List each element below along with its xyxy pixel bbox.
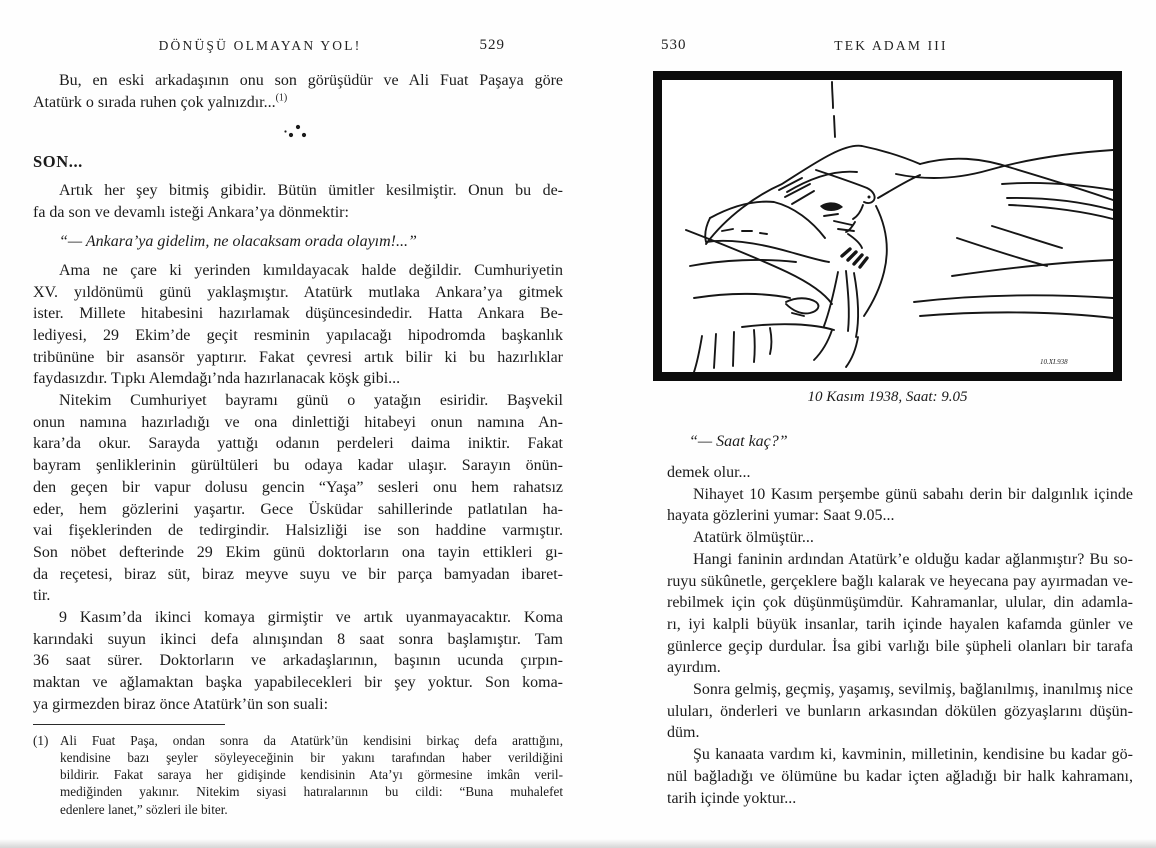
paragraph: Hangi faninin ardından Atatürk’e olduğu kadar ağlanmıştır? Bu so- ruyu sükûnetle, gerçeklere bağlı kalarak ve heyecana pay ayırmadan ve- rebilmek için çok düşünmüşümdür. Kahramanlar, ulular, din adamla- rı, iyi kalpli büyük insanlar, tarih içinde hayalen kafamda günler ve günlerce geçip durdular. İsa gibi varlığı bile şüpheli olanları bir tarafa ayırdım. bbox=[667, 550, 1133, 677]
paragraph: Nitekim Cumhuriyet bayramı günü o yatağın esiridir. Başvekil onun namına hazırladığı ve ona dinlettiği hitabeyi onun namına An- kara’da okur. Sarayda yattığı odanın perdeleri daima iniktir. Fakat bayram şenliklerinin gürültüleri bu odaya kadar ulaşır. Sarayın önün- den geçen bir vapur dolusu gencin “Yaşa” sesleri onu hem rahatsız eder, hem gözlerini yaşartır. Gece Üsküdar sahillerinde patlatılan ha- vai fişeklerinden de tedirgindir. Halsizliği ise son haddine varmıştır. Son nöbet defterinde 29 Ekim günü doktorların ona tayin ettikleri gı- da reçetesi, biraz süt, biraz meyve suyu ve bir parça bamyadan ibaret- tir. bbox=[33, 392, 563, 605]
footnote-marker: (1) bbox=[33, 732, 49, 748]
deathbed-illustration bbox=[653, 71, 1122, 406]
illustration-caption: 10 Kasım 1938, Saat: 9.05 bbox=[807, 389, 968, 405]
left-body bbox=[33, 70, 563, 818]
illustration-frame bbox=[653, 71, 1122, 381]
page-number: 530 bbox=[661, 37, 687, 53]
running-title: DÖNÜŞÜ OLMAYAN YOL! bbox=[158, 38, 362, 53]
right-page bbox=[578, 0, 1156, 848]
artist-signature: 10.XI.938 bbox=[1040, 358, 1068, 366]
quote-line: “— Ankara’ya gidelim, ne olacaksam orada olayım!...” bbox=[59, 232, 417, 250]
paragraph: Sonra gelmiş, geçmiş, yaşamış, sevilmiş, bağlanılmış, inanılmış nice uluları, önderleri ve bunların arkasından dökülen gözyaşlarını düşün- düm. bbox=[667, 681, 1133, 742]
asterism-ornament bbox=[283, 123, 313, 139]
paragraph: Atatürk ölmüştür... bbox=[693, 529, 814, 547]
paragraph: Ama ne çare ki yerinden kımıldayacak halde değildir. Cumhuriyetin XV. yıldönümü günü yaklaşmıştır. Atatürk mutlaka Ankara’ya gitmek ister. Millete hitabesini hazırlamak düşüncesindedir. Hatta Ankara Be- lediyesi, 29 Ekim’de geçit resminin yapılacağı hipodromda başkanlık tribününe bir asansör yaptırır. Fakat çevresi artık bilir ki bu hazırlıklar faydasızdır. Tıpkı Alemdağı’nda hazırlanacak köşk gibi... bbox=[33, 261, 563, 388]
right-running-head bbox=[661, 37, 1133, 58]
running-title: TEK ADAM III bbox=[834, 38, 948, 53]
footnote-ref: (1) bbox=[275, 92, 288, 104]
paragraph: 9 Kasım’da ikinci komaya girmiştir ve artık uyanmayacaktır. Koma karındaki suyun ikinci defa alınışından 8 saat sonra başlamıştır. Tam 36 saat sürer. Doktorların ve arkadaşlarının, başının ucunda çırpın- maktan ve ağlamaktan başka yapabilecekleri bir şey yoktur. Son koma- ya girmezden biraz önce Atatürk’ün son suali: bbox=[33, 609, 563, 713]
intro-paragraph: Bu, en eski arkadaşının onu son görüşüdür ve Ali Fuat Paşaya göre Atatürk o sırada ruhen çok yalnızdır...$^{(1)}$ bbox=[33, 72, 563, 111]
page-number: 529 bbox=[479, 37, 505, 53]
page-bottom-shadow bbox=[0, 839, 1156, 848]
paragraph: Nihayet 10 Kasım perşembe günü sabahı derin bir dalgınlık içinde hayata gözlerini yumar: Saat 9.05... bbox=[667, 485, 1133, 525]
footnote bbox=[33, 724, 563, 818]
footnote-rule bbox=[33, 724, 225, 725]
deathbed-sketch-drawing bbox=[662, 80, 1113, 372]
paragraph: demek olur... bbox=[667, 464, 751, 481]
quote-line: “— Saat kaç?” bbox=[689, 433, 788, 450]
paragraph: Şu kanaata vardım ki, kavminin, milletinin, kendisine bu kadar gö- nül bağladığı ve ölümüne bu kadar içten ağladığı bir halk kahramanı, tarih içinde yoktur... bbox=[667, 746, 1133, 807]
paragraph: Artık her şey bitmiş gibidir. Bütün ümitler kesilmiştir. Onun bu de- fa da son ve devamlı isteği Ankara’ya dönmektir: bbox=[33, 182, 563, 222]
footnote-text: Ali Fuat Paşa, ondan sonra da Atatürk’ün kendisini birkaç defa arattığını, kendisine bazı şeyler söyleyeceğinin bir yakını tarafından haber verildiğini bildirir. Fakat saraya her gidişinde kendisinin Ata’yı görmesine imkân veril- mediğinden yakınır. Nitekim siyasi hatıralarının bu cildi: “Buna muhalefet edenlere lanet,” sözleri ile biter. bbox=[60, 732, 563, 817]
section-heading: SON... bbox=[33, 152, 83, 172]
left-running-head bbox=[33, 38, 563, 58]
